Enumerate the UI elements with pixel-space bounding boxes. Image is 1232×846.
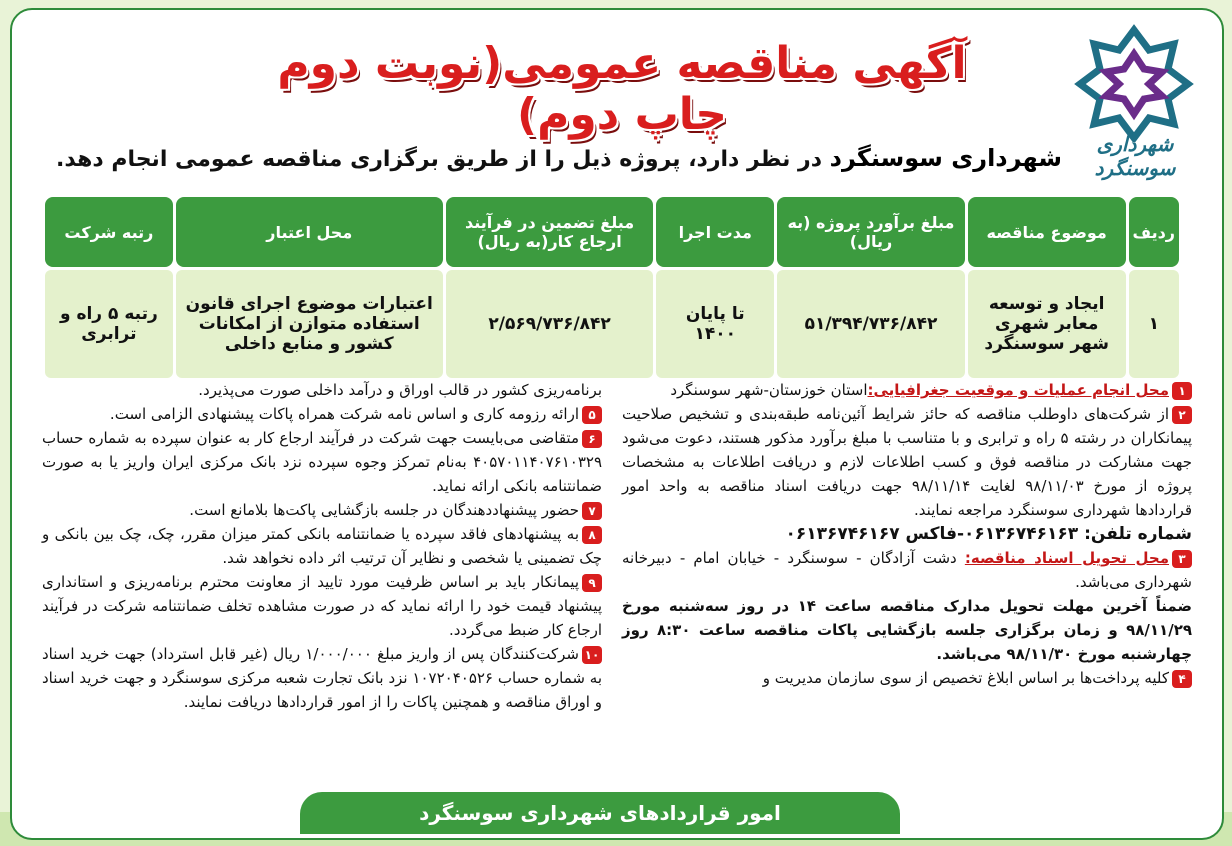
col-guarantee-header: مبلغ تضمین در فرآیند ارجاع کار(به ریال)	[446, 197, 654, 267]
item-9	[42, 570, 602, 642]
cell-funding: اعتبارات موضوع اجرای قانون استفاده متوازن از امکانات کشور و منابع داخلی	[176, 270, 443, 378]
item-8-text: به پیشنهادهای فاقد سپرده یا ضمانتنامه بانکی کمتر میزان مقرر، چک، چک بین بانکی و چک تضمینی یا شخصی و نظایر آن ترتیب اثر داده نخواهد شد.	[42, 525, 602, 567]
item-5	[42, 402, 602, 426]
tender-table	[42, 194, 1182, 381]
item-number: ۹	[582, 574, 602, 592]
item-4-continued: برنامه‌ریزی کشور در قالب اوراق و درآمد داخلی صورت می‌پذیرد.	[198, 381, 602, 399]
col-rank-header: رتبه شرکت	[45, 197, 173, 267]
col-estimate-header: مبلغ برآورد پروژه (به ریال)	[777, 197, 965, 267]
item-number: ۱۰	[582, 646, 602, 664]
item-5-text: ارائه رزومه کاری و اساس نامه شرکت همراه پاکات پیشنهادی الزامی است.	[109, 405, 579, 423]
item-1-heading: محل انجام عملیات و موقعیت جغرافیایی:	[867, 381, 1169, 399]
cell-duration: تا پایان ۱۴۰۰	[656, 270, 774, 378]
item-7-text: حضور پیشنهاددهندگان در جلسه بازگشایی پاکت‌ها بلامانع است.	[189, 501, 579, 519]
conditions-section	[42, 378, 1192, 798]
municipality-logo-icon	[1074, 24, 1194, 142]
cell-estimate: ۵۱/۳۹۴/۷۳۶/۸۴۲	[777, 270, 965, 378]
item-number: ۳	[1172, 550, 1192, 568]
deadline-text: ضمناً آخرین مهلت تحویل مدارک مناقصه ساعت ۱۴ در روز سه‌شنبه مورخ ۹۸/۱۱/۲۹ و زمان برگزاری جلسه بازگشایی پاکات مناقصه ساعت ۸:۳۰ روز چهارشنبه مورخ ۹۸/۱۱/۳۰ می‌باشد.	[622, 597, 1192, 663]
item-2-text: از شرکت‌های داوطلب مناقصه که حائز شرایط آئین‌نامه طبقه‌بندی و تشخیص صلاحیت پیمانکاران در رشته ۵ راه و ترابری و با متناسب با مبلغ برآورد مذکور هستند، دعوت می‌شود جهت مشارکت در مناقصه فوق و کسب اطلاعات لازم و دریافت اطلاعات به مشخصات پروژه از مورخ ۹۸/۱۱/۰۳ لغایت ۹۸/۱۱/۱۴ جهت دریافت اسناد مناقصه به واحد امور قراردادها شهرداری سوسنگرد مراجعه نمایند.	[622, 405, 1192, 519]
logo-text: شهرداری سوسنگرد	[1094, 132, 1176, 180]
cell-guarantee: ۲/۵۶۹/۷۳۶/۸۴۲	[446, 270, 654, 378]
item-1-text: استان خوزستان-شهر سوسنگرد	[670, 381, 868, 399]
intro-rest: در نظر دارد، پروژه ذیل را از طریق برگزاری مناقصه عمومی انجام دهد.	[56, 147, 830, 172]
item-3-heading: محل تحویل اسناد مناقصه:	[964, 549, 1170, 567]
item-number: ۵	[582, 406, 602, 424]
col-funding-header: محل اعتبار	[176, 197, 443, 267]
item-10-text: شرکت‌کنندگان پس از واریز مبلغ ۱/۰۰۰/۰۰۰ ریال (غیر قابل استرداد) جهت خرید اسناد به شماره حساب ۱۰۷۲۰۴۰۵۲۶ نزد بانک تجارت شعبه مرکزی سوسنگرد و جهت خرید اسناد و اوراق مناقصه و همچنین پاکات را از امور قراردادها دریافت نمایند.	[42, 645, 602, 711]
col-subject-header: موضوع مناقصه	[968, 197, 1126, 267]
page-title: آگهی مناقصه عمومی(نوبت دوم چاپ دوم)	[277, 38, 967, 140]
conditions-left-column	[42, 378, 602, 714]
cell-subject: ایجاد و توسعه معابر شهری شهر سوسنگرد	[968, 270, 1126, 378]
item-number: ۴	[1172, 670, 1192, 688]
item-3-text: دشت آزادگان - سوسنگرد - خیابان امام - دبیرخانه شهرداری می‌باشد.	[622, 549, 1192, 591]
notice-frame	[10, 8, 1224, 840]
col-index-header: ردیف	[1129, 197, 1179, 267]
item-4	[622, 666, 1192, 690]
cell-index: ۱	[1129, 270, 1179, 378]
item-9-text: پیمانکار باید بر اساس ظرفیت مورد تایید از معاونت محترم برنامه‌ریزی و استانداری پیشنهاد قیمت خود را ارائه نماید که در صورت مشاهده تخلف ضمانتنامه شرکت در فرآیند ارجاع کار ضبط می‌گردد.	[42, 573, 602, 639]
item-number: ۷	[582, 502, 602, 520]
footer-banner: امور قراردادهای شهرداری سوسنگرد	[300, 792, 900, 834]
phone-fax-line: شماره تلفن: ۰۶۱۳۶۷۴۶۱۶۳-فاکس ۰۶۱۳۶۷۴۶۱۶۷	[785, 524, 1192, 544]
item-number: ۸	[582, 526, 602, 544]
item-8	[42, 522, 602, 570]
cell-rank: رتبه ۵ راه و ترابری	[45, 270, 173, 378]
item-4-text: کلیه پرداخت‌ها بر اساس ابلاغ تخصیص از سوی سازمان مدیریت و	[762, 669, 1169, 687]
item-number: ۶	[582, 430, 602, 448]
item-7	[42, 498, 602, 522]
item-number: ۱	[1172, 382, 1192, 400]
item-number: ۲	[1172, 406, 1192, 424]
intro-org: شهرداری سوسنگرد	[829, 144, 1062, 172]
item-6-text: متقاضی می‌بایست جهت شرکت در فرآیند ارجاع کار به عنوان سپرده به شماره حساب ۴۰۵۷۰۱۱۴۰۷۶۱۰۳۲۹ به‌نام تمرکز وجوه سپرده نزد بانک مرکزی ایران واریز یا به صورت ضمانتنامه بانکی ارائه نماید.	[42, 429, 602, 495]
item-2	[622, 402, 1192, 522]
intro-text	[42, 144, 1062, 180]
item-1	[622, 378, 1192, 402]
item-3	[622, 546, 1192, 594]
item-10	[42, 642, 602, 714]
col-duration-header: مدت اجرا	[656, 197, 774, 267]
conditions-right-column	[622, 378, 1192, 690]
table-header-row	[45, 197, 1179, 267]
item-6	[42, 426, 602, 498]
table-row	[45, 270, 1179, 378]
